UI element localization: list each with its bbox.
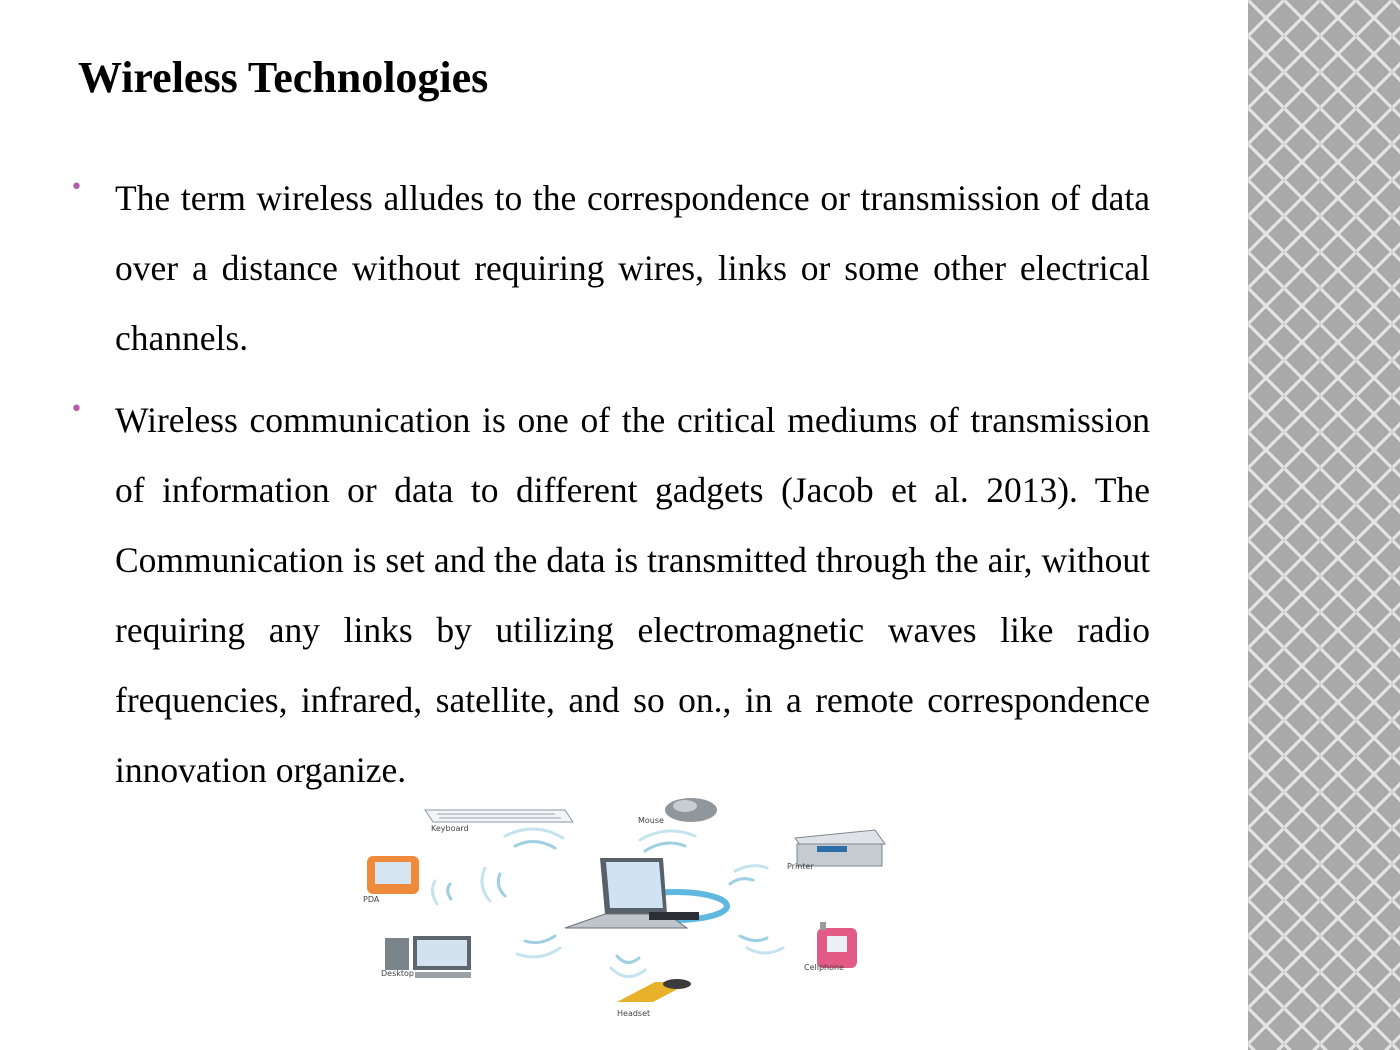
desktop-label: Desktop bbox=[381, 969, 414, 978]
bullet-marker: • bbox=[70, 175, 83, 200]
pda-icon bbox=[367, 856, 419, 894]
bullet-marker: • bbox=[70, 397, 83, 422]
cellphone-icon bbox=[817, 922, 857, 968]
wireless-devices-diagram bbox=[355, 796, 895, 1021]
pda-label: PDA bbox=[363, 895, 380, 904]
bullet-item bbox=[0, 163, 1160, 373]
keyboard-icon bbox=[425, 810, 573, 822]
bullet-list bbox=[0, 163, 1160, 817]
printer-label: Printer bbox=[787, 862, 814, 871]
headset-label: Headset bbox=[617, 1009, 651, 1018]
keyboard-label: Keyboard bbox=[431, 824, 469, 833]
printer-icon bbox=[795, 830, 885, 866]
bullet-text: The term wireless alludes to the correspondence or transmission of data over a distance without requiring wires, links or some other electrical channels. bbox=[115, 178, 1150, 358]
mouse-label: Mouse bbox=[638, 816, 664, 825]
cellphone-label: Cellphone bbox=[804, 963, 844, 972]
bullet-item bbox=[0, 385, 1160, 805]
decorative-side-panel bbox=[1248, 0, 1400, 1050]
bullet-text: Wireless communication is one of the critical mediums of transmission of information or data to different gadgets (Jacob et al. 2013). The Communication is set and the data is transmitted through the air, without requiring any links by utilizing electromagnetic waves like radio frequencies, infrared, satellite, and so on., in a remote correspondence innovation organize. bbox=[115, 400, 1150, 790]
mouse-icon bbox=[665, 798, 717, 822]
slide-title: Wireless Technologies bbox=[78, 53, 489, 102]
headset-icon bbox=[617, 979, 691, 1002]
